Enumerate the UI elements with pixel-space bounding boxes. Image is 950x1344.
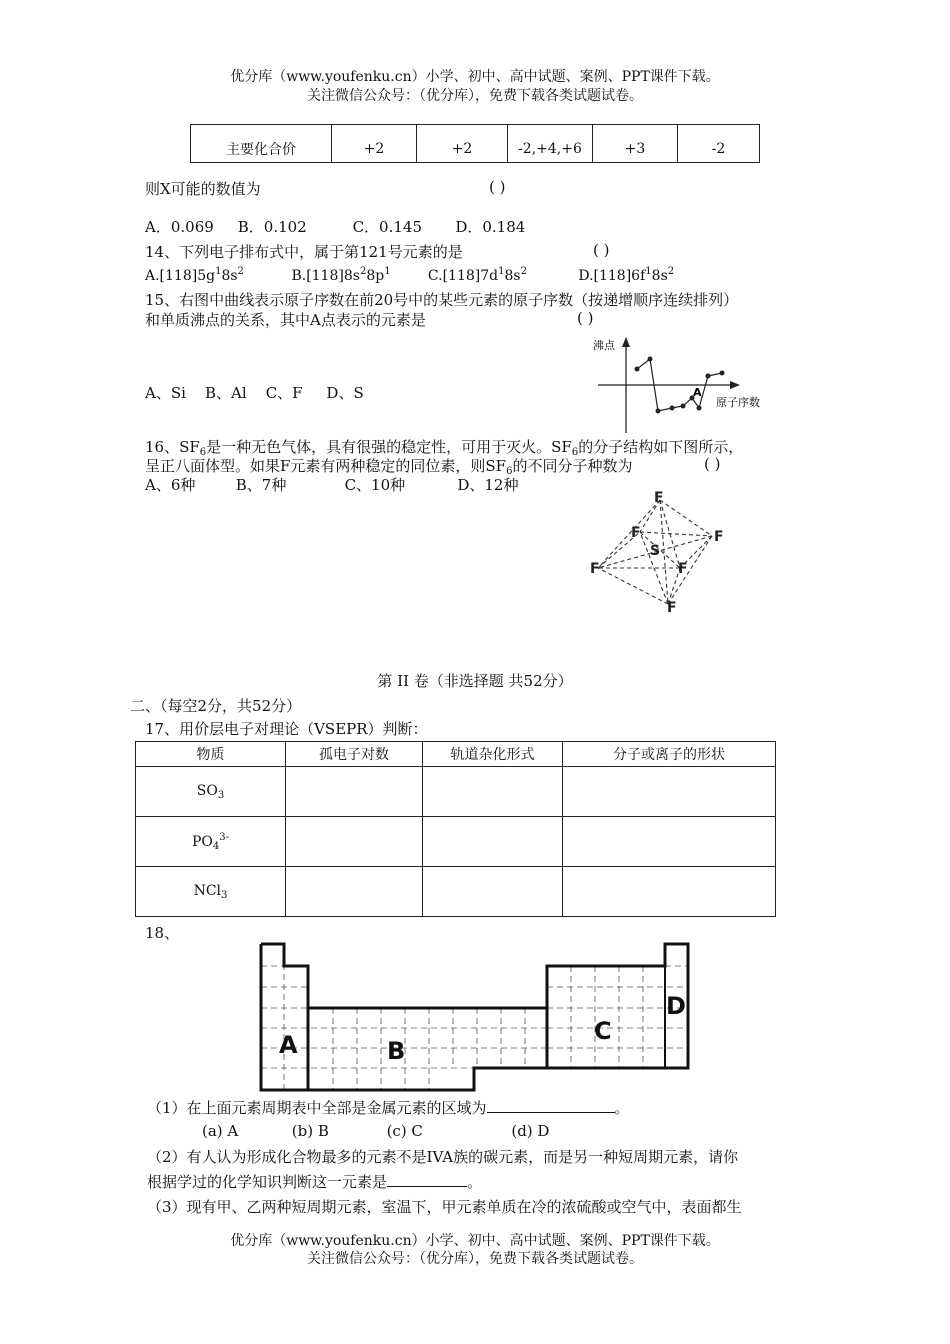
q16-option-b: B、7种 [235, 476, 287, 494]
q17-text: 17、用价层电子对理论（VSEPR）判断： [145, 720, 428, 738]
q14-option-d: $D.[118]6f^18s^2$ [578, 266, 675, 284]
answer-cell[interactable] [563, 767, 776, 817]
q13-text: 则X可能的数值为 [145, 180, 261, 198]
f-label-right: F [714, 529, 724, 545]
vsepr-header-row [136, 742, 776, 767]
vsepr-table [135, 741, 776, 917]
q14-options [145, 266, 674, 284]
answer-cell[interactable] [286, 867, 423, 917]
valence-cell: +2 [417, 125, 508, 163]
region-c-label: C [594, 1017, 612, 1045]
q16-option-a: A、6种 [145, 476, 196, 494]
periodic-table-outline [255, 938, 695, 1094]
section-2-title: 第 II 卷（非选择题 共52分） [377, 672, 573, 690]
q18-part-2-blank[interactable] [387, 1171, 467, 1187]
valence-cell: -2,+4,+6 [508, 125, 593, 163]
f-label-front-right: F [678, 561, 688, 577]
footer-line-2: 关注微信公众号：（优分库），免费下载各类试题试卷。 [307, 1251, 643, 1267]
answer-cell[interactable] [423, 817, 563, 867]
q15-line-2: 和单质沸点的关系，其中A点表示的元素是 [145, 311, 426, 329]
f-label-left: F [590, 561, 600, 577]
region-b-label: B [387, 1037, 406, 1065]
q18-option-a: (a) A [202, 1122, 239, 1140]
q18-part-2-line-2: 根据学过的化学知识判断这一元素是 。 [147, 1173, 483, 1191]
q16-line-1: 16、$SF_6$是一种无色气体，具有很强的稳定性，可用于灭火。$SF_6$的分子结构如下图所示， [145, 438, 744, 458]
q18-part-3: （3）现有甲、乙两种短周期元素，室温下，甲元素单质在冷的浓硫酸或空气中，表面都生 [147, 1198, 742, 1216]
substance-cell: $SO_3$ [136, 767, 286, 817]
table-row [136, 817, 776, 867]
header-line-2: 关注微信公众号：（优分库），免费下载各类试题试卷。 [307, 88, 643, 104]
q13-option-c: C．0.145 [352, 218, 422, 236]
q18-option-b: (b) B [291, 1122, 329, 1140]
answer-cell[interactable] [423, 767, 563, 817]
q13-options [145, 216, 525, 237]
answer-cell[interactable] [423, 867, 563, 917]
q14-text: 14、下列电子排布式中，属于第121号元素的是 [145, 243, 463, 261]
q18-label: 18、 [145, 924, 180, 942]
section-2-subtitle: 二、（每空2分，共52分） [130, 697, 302, 715]
vsepr-header: 孤电子对数 [286, 742, 423, 767]
q18-option-c: (c) C [386, 1122, 423, 1140]
q14-option-b: $B.[118]8s^28p^1$ [291, 266, 391, 284]
table-row [136, 867, 776, 917]
x-axis-arrow-icon [730, 381, 740, 389]
answer-cell[interactable] [286, 817, 423, 867]
y-axis-arrow-icon [622, 337, 630, 347]
q13-option-a: A．0.069 [145, 218, 214, 236]
valence-cell: -2 [678, 125, 760, 163]
q18-part-1-blank[interactable] [487, 1097, 615, 1113]
valence-table [190, 124, 760, 163]
q13-paren: ( ) [489, 178, 506, 196]
answer-cell[interactable] [563, 817, 776, 867]
header-line-1: 优分库（www.youfenku.cn）小学、初中、高中试题、案例、PPT课件下载。 [230, 69, 720, 85]
q16-option-d: D、12种 [457, 476, 519, 494]
q18-part-1: （1）在上面元素周期表中全部是金属元素的区域为 。 [147, 1099, 630, 1117]
vsepr-header: 物质 [136, 742, 286, 767]
region-a-label: A [279, 1031, 298, 1059]
q14-option-a: $A.[118]5g^18s^2$ [145, 266, 244, 284]
q14-option-c: $C.[118]7d^18s^2$ [427, 266, 527, 284]
graph-point-a-label: A [693, 386, 702, 399]
f-label-back-left: F [631, 525, 641, 541]
substance-cell: NCl$_3$ [136, 867, 286, 917]
table-row [136, 767, 776, 817]
valence-cell: +3 [593, 125, 678, 163]
boiling-point-graph [590, 335, 780, 435]
q16-option-c: C、10种 [344, 476, 406, 494]
graph-y-label: 沸点 [593, 339, 615, 352]
vsepr-header: 轨道杂化形式 [423, 742, 563, 767]
answer-cell[interactable] [563, 867, 776, 917]
answer-cell[interactable] [286, 767, 423, 817]
q15-options: A、Si B、Al C、F D、S [145, 384, 364, 402]
valence-cell: +2 [332, 125, 417, 163]
footer-line-1: 优分库（www.youfenku.cn）小学、初中、高中试题、案例、PPT课件下载。 [230, 1233, 720, 1249]
vsepr-header: 分子或离子的形状 [563, 742, 776, 767]
s-label-center: S [650, 543, 661, 559]
region-d-label: D [666, 992, 686, 1020]
q15-line-1: 15、右图中曲线表示原子序数在前20号中的某些元素的原子序数（按递增顺序连续排列） [145, 291, 739, 309]
q18-option-d: (d) D [511, 1122, 550, 1140]
f-label-top: F [654, 490, 664, 506]
q18-part-2-line-1: （2）有人认为形成化合物最多的元素不是IVA族的碳元素，而是另一种短周期元素，请你 [147, 1148, 739, 1166]
q16-paren: ( ) [704, 455, 721, 473]
substance-cell: $PO_4^{3-}$ [136, 817, 286, 867]
sf6-octahedron-diagram [588, 488, 738, 618]
graph-x-label: 原子序数 [716, 396, 760, 409]
q16-line-2: 呈正八面体型。如果F元素有两种稳定的同位素，则$SF_6$的不同分子种数为 [145, 457, 633, 477]
q15-paren: ( ) [577, 309, 594, 327]
q14-paren: ( ) [593, 241, 610, 259]
q13-option-d: D．0.184 [455, 218, 526, 236]
f-label-bottom: F [667, 600, 677, 616]
valence-label: 主要化合价 [191, 125, 332, 163]
q18-part-1-options [202, 1122, 549, 1140]
q16-options [145, 474, 518, 495]
q13-option-b: B．0.102 [237, 218, 307, 236]
